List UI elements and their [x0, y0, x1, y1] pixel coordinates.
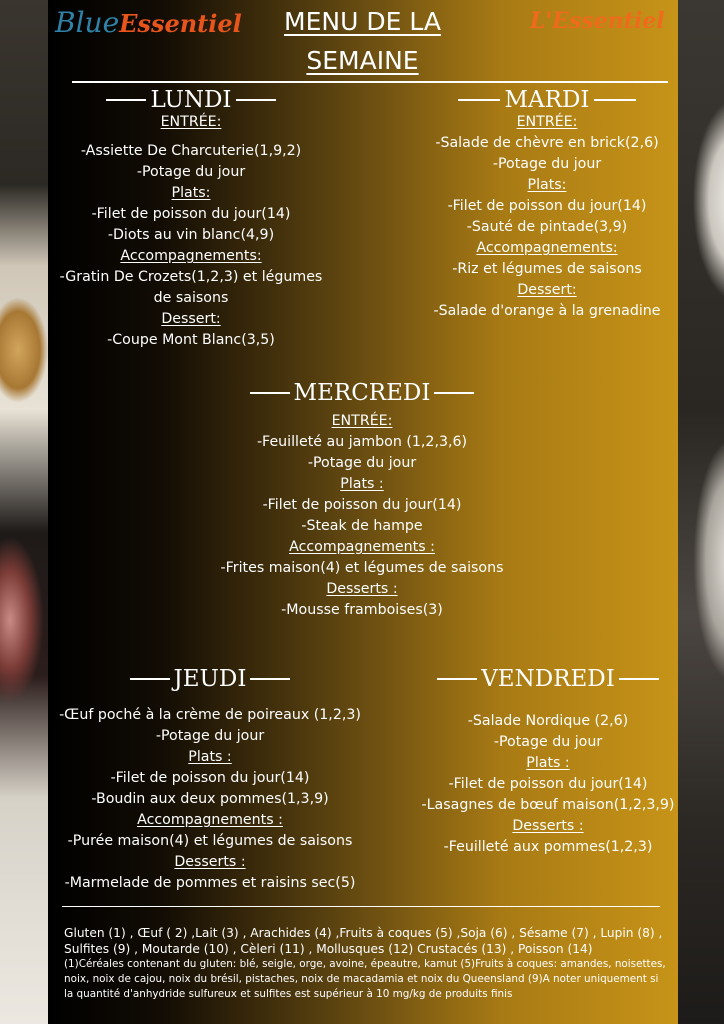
logo-blue-essentiel: BlueEssentiel	[55, 6, 242, 39]
section-heading: Plats :	[188, 749, 232, 765]
logo-l-essentiel: L'Essentiel	[530, 8, 665, 34]
menu-item: -Filet de poisson du jour(14)	[110, 770, 310, 786]
day-vendredi	[410, 665, 686, 858]
menu-item: -Potage du jour	[136, 164, 246, 180]
menu-item: -Boudin aux deux pommes(1,3,9)	[91, 791, 329, 807]
allergen-notes: (1)Céréales contenant du gluten: blé, seigle, orge, avoine, épeautre, kamut (5)Fruits à coques: amandes, noisettes, noix, noix de cajou, noix du brésil, pistaches, noix de macadamia et noix du Queensland (9)A noter uniquement si la quantité d'anhydride sulfureux et sulfites est supérieur à 10 mg/kg de produits finis	[64, 958, 666, 1000]
menu-item: -Gratin De Crozets(1,2,3) et légumes	[59, 269, 323, 285]
section-heading: Accompagnements:	[476, 240, 618, 256]
page-title: MENU DE LA SEMAINE	[284, 7, 441, 75]
background-photo-right	[676, 0, 724, 1024]
menu-item: -Salade de chèvre en brick(2,6)	[435, 135, 659, 151]
menu-item: -Frites maison(4) et légumes de saisons	[220, 560, 504, 576]
menu-item: -Sauté de pintade(3,9)	[466, 219, 628, 235]
menu-item: -Lasagnes de bœuf maison(1,2,3,9)	[421, 797, 675, 813]
menu-item: -Assiette De Charcuterie(1,9,2)	[80, 143, 302, 159]
menu-item: -Steak de hampe	[301, 518, 423, 534]
menu-item: -Filet de poisson du jour(14)	[91, 206, 291, 222]
menu-item: -Potage du jour	[307, 455, 417, 471]
menu-item: -Salade d'orange à la grenadine	[433, 303, 661, 319]
section-heading: Desserts :	[326, 581, 398, 597]
day-mercredi	[200, 379, 524, 621]
menu-item: -Potage du jour	[155, 728, 265, 744]
section-heading: ENTRÉE:	[160, 114, 222, 130]
bottom-divider	[62, 906, 660, 907]
day-title: MERCREDI	[200, 379, 524, 407]
section-heading: Plats:	[527, 177, 567, 193]
menu-item: -Mousse framboises(3)	[281, 602, 443, 618]
background-photo-left	[0, 0, 52, 1024]
menu-item: -Coupe Mont Blanc(3,5)	[107, 332, 275, 348]
day-jeudi	[50, 665, 370, 894]
section-heading: Plats :	[526, 755, 570, 771]
menu-item: -Feuilleté au jambon (1,2,3,6)	[256, 434, 468, 450]
menu-item: -Feuilleté aux pommes(1,2,3)	[443, 839, 653, 855]
menu-item: -Salade Nordique (2,6)	[467, 713, 629, 729]
allergen-footer	[64, 925, 670, 1002]
section-heading: Desserts :	[512, 818, 584, 834]
section-heading: Plats :	[340, 476, 384, 492]
menu-item: -Marmelade de pommes et raisins sec(5)	[64, 875, 356, 891]
allergen-list: Gluten (1) , Œuf ( 2) ,Lait (3) , Arachides (4) ,Fruits à coques (5) ,Soja (6) , Sésame (7) , Lupin (8) , Sulfites (9) , Moutarde (10) , Cèleri (11) , Mollusques (12) Crustacés (13) , Poisson (14)	[64, 926, 663, 956]
section-heading: Dessert:	[161, 311, 221, 327]
menu-item: -Diots au vin blanc(4,9)	[107, 227, 275, 243]
menu-item: de saisons	[153, 290, 229, 306]
menu-item: -Filet de poisson du jour(14)	[447, 198, 647, 214]
menu-item: -Filet de poisson du jour(14)	[448, 776, 648, 792]
section-heading: ENTRÉE:	[516, 114, 578, 130]
day-title: JEUDI	[50, 665, 370, 693]
section-heading: Desserts :	[174, 854, 246, 870]
menu-item: -Œuf poché à la crème de poireaux (1,2,3)	[59, 707, 361, 723]
section-heading: Accompagnements:	[120, 248, 262, 264]
menu-item: -Purée maison(4) et légumes de saisons	[67, 833, 353, 849]
day-title: VENDREDI	[410, 665, 686, 693]
menu-item: -Potage du jour	[493, 734, 603, 750]
section-heading: Accompagnements :	[289, 539, 435, 555]
day-title: LUNDI	[50, 86, 332, 114]
section-heading: Plats:	[171, 185, 211, 201]
section-heading: ENTRÉE:	[331, 413, 393, 429]
day-mardi	[418, 86, 676, 322]
menu-item: -Potage du jour	[492, 156, 602, 172]
top-divider	[72, 81, 668, 83]
menu-item: -Filet de poisson du jour(14)	[262, 497, 462, 513]
menu-item: -Riz et légumes de saisons	[452, 261, 642, 277]
section-heading: Dessert:	[517, 282, 577, 298]
day-lundi	[50, 86, 332, 351]
day-title: MARDI	[418, 86, 676, 114]
section-heading: Accompagnements :	[137, 812, 283, 828]
